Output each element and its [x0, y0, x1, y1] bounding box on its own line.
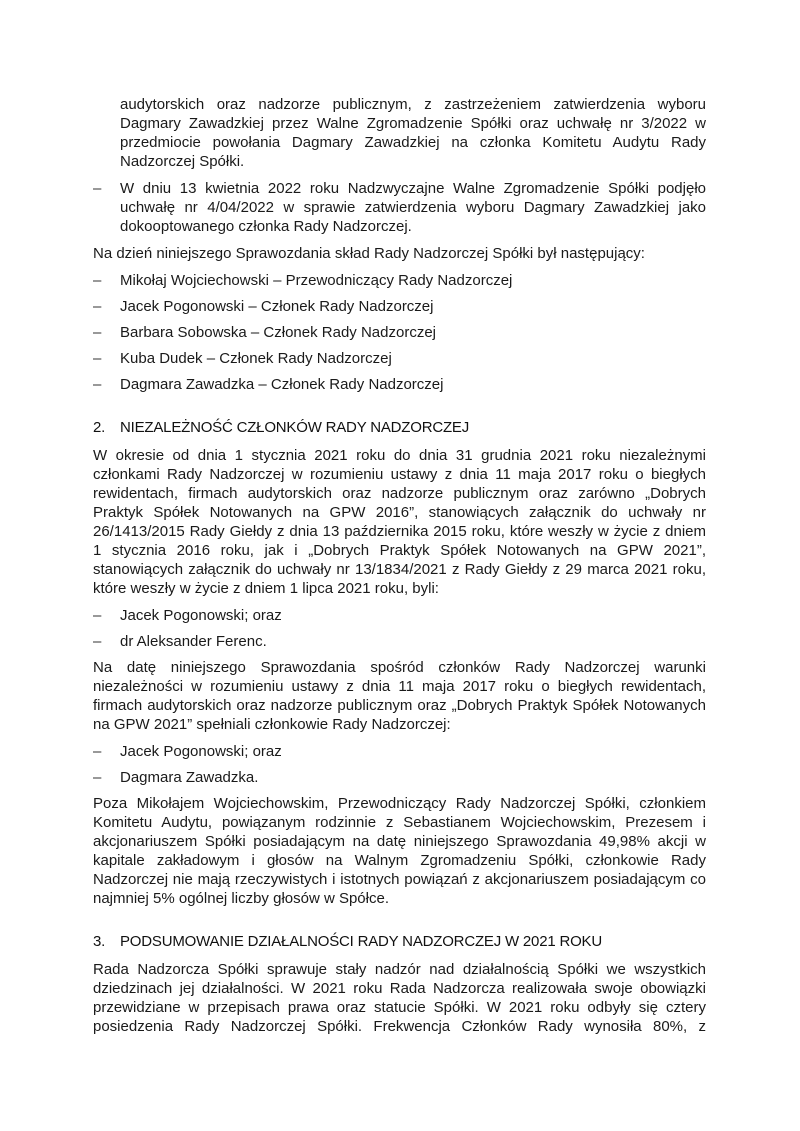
- dash-bullet-icon: –: [93, 324, 102, 341]
- list-item: [93, 271, 706, 290]
- dash-bullet-icon: –: [93, 350, 102, 367]
- list-item: [93, 606, 706, 625]
- list-item: [93, 179, 706, 236]
- list-item: [93, 323, 706, 342]
- list-item: [93, 297, 706, 316]
- list-item: [93, 349, 706, 368]
- section-title: NIEZALEŻNOŚĆ CZŁONKÓW RADY NADZORCZEJ: [120, 419, 470, 436]
- section-2-paragraph-1: W okresie od dnia 1 stycznia 2021 roku do dnia 31 grudnia 2021 roku niezależnymi członkami Rady Nadzorczej w rozumieniu ustawy z dnia 11 maja 2017 roku o biegłych rewidentach, firmach audytorskich oraz nadzorze publicznym oraz zarówno „Dobrych Praktyk Spółek Notowanych na GPW 2016”, stanowiących załącznik do uchwały nr 26/1413/2015 Rady Giełdy z dnia 13 października 2015 roku, które weszły w życie z dniem 1 stycznia 2016 roku, jak i „Dobrych Praktyk Spółek Notowanych na GPW 2021”, stanowiących załącznik do uchwały nr 13/1834/2021 z Rady Giełdy z 29 marca 2021 roku, które weszły w życie z dniem 1 lipca 2021 roku, byli:: [93, 447, 706, 597]
- dash-bullet-icon: –: [93, 743, 102, 760]
- section-2-paragraph-2: Na datę niniejszego Sprawozdania spośród członków Rady Nadzorczej warunki niezależności w rozumieniu ustawy z dnia 11 maja 2017 roku o biegłych rewidentach, firmach audytorskich oraz nadzorze publicznym oraz „Dobrych Praktyk Spółek Notowanych na GPW 2021” spełniali członkowie Rady Nadzorczej:: [93, 659, 706, 733]
- section-2-heading: [93, 418, 706, 437]
- section-title: PODSUMOWANIE DZIAŁALNOŚCI RADY NADZORCZEJ W 2021 ROKU: [120, 933, 602, 950]
- list-item: [93, 375, 706, 394]
- section-2-paragraph-3: Poza Mikołajem Wojciechowskim, Przewodniczący Rady Nadzorczej Spółki, członkiem Komitetu Audytu, powiązanym rodzinnie z Sebastianem Wojciechowskim, Prezesem i akcjonariuszem Spółki posiadającym na datę niniejszego Sprawozdania 49,98% akcji w kapitale zakładowym i głosów na Walnym Zgromadzeniu Spółki, członkowie Rady Nadzorczej nie mają rzeczywistych i istotnych powiązań z akcjonariuszem posiadającym co najmniej 5% ogólnej liczby głosów w Spółce.: [93, 795, 706, 907]
- dash-bullet-icon: –: [93, 607, 102, 624]
- dash-bullet-icon: –: [93, 769, 102, 786]
- board-member: Barbara Sobowska – Członek Rady Nadzorczej: [120, 324, 436, 341]
- document-page: [93, 95, 706, 1044]
- dash-bullet-icon: –: [93, 180, 102, 197]
- dash-bullet-icon: –: [93, 376, 102, 393]
- list-item-text: dr Aleksander Ferenc.: [120, 633, 267, 650]
- board-member: Jacek Pogonowski – Członek Rady Nadzorczej: [120, 298, 434, 315]
- board-member: Dagmara Zawadzka – Członek Rady Nadzorczej: [120, 376, 444, 393]
- board-member: Mikołaj Wojciechowski – Przewodniczący Rady Nadzorczej: [120, 272, 513, 289]
- composition-lead: Na dzień niniejszego Sprawozdania skład Rady Nadzorczej Spółki był następujący:: [93, 245, 645, 262]
- list-item: [93, 632, 706, 651]
- list-item-text: W dniu 13 kwietnia 2022 roku Nadzwyczajne Walne Zgromadzenie Spółki podjęło uchwałę nr 4/04/2022 w sprawie zatwierdzenia wyboru Dagmary Zawadzkiej jako dokooptowanego członka Rady Nadzorczej.: [120, 180, 706, 235]
- section-number: 3.: [93, 933, 106, 950]
- section-number: 2.: [93, 419, 106, 436]
- board-member: Kuba Dudek – Członek Rady Nadzorczej: [120, 350, 392, 367]
- dash-bullet-icon: –: [93, 298, 102, 315]
- list-item-text: Jacek Pogonowski; oraz: [120, 607, 282, 624]
- section-3-paragraph-1: Rada Nadzorcza Spółki sprawuje stały nadzór nad działalnością Spółki we wszystkich dziedzinach jej działalności. W 2021 roku Rada Nadzorcza realizowała swoje obowiązki przewidziane w przepisach prawa oraz statucie Spółki. W 2021 roku odbyły się cztery posiedzenia Rady Nadzorczej Spółki. Frekwencja Członków Rady wynosiła 80%, z: [93, 961, 706, 1035]
- dash-bullet-icon: –: [93, 633, 102, 650]
- section-3-heading: [93, 932, 706, 951]
- board-members-list: [93, 271, 706, 394]
- dash-bullet-icon: –: [93, 272, 102, 289]
- list-item-text: Jacek Pogonowski; oraz: [120, 743, 282, 760]
- list-item-text: Dagmara Zawadzka.: [120, 769, 259, 786]
- list-item: [93, 742, 706, 761]
- list-item: [93, 768, 706, 787]
- intro-continuation-paragraph: audytorskich oraz nadzorze publicznym, z zastrzeżeniem zatwierdzenia wyboru Dagmary Zawadzkiej przez Walne Zgromadzenie Spółki oraz uchwałę nr 3/2022 w przedmiocie powołania Dagmary Zawadzkiej na członka Komitetu Audytu Rady Nadzorczej Spółki.: [120, 96, 706, 170]
